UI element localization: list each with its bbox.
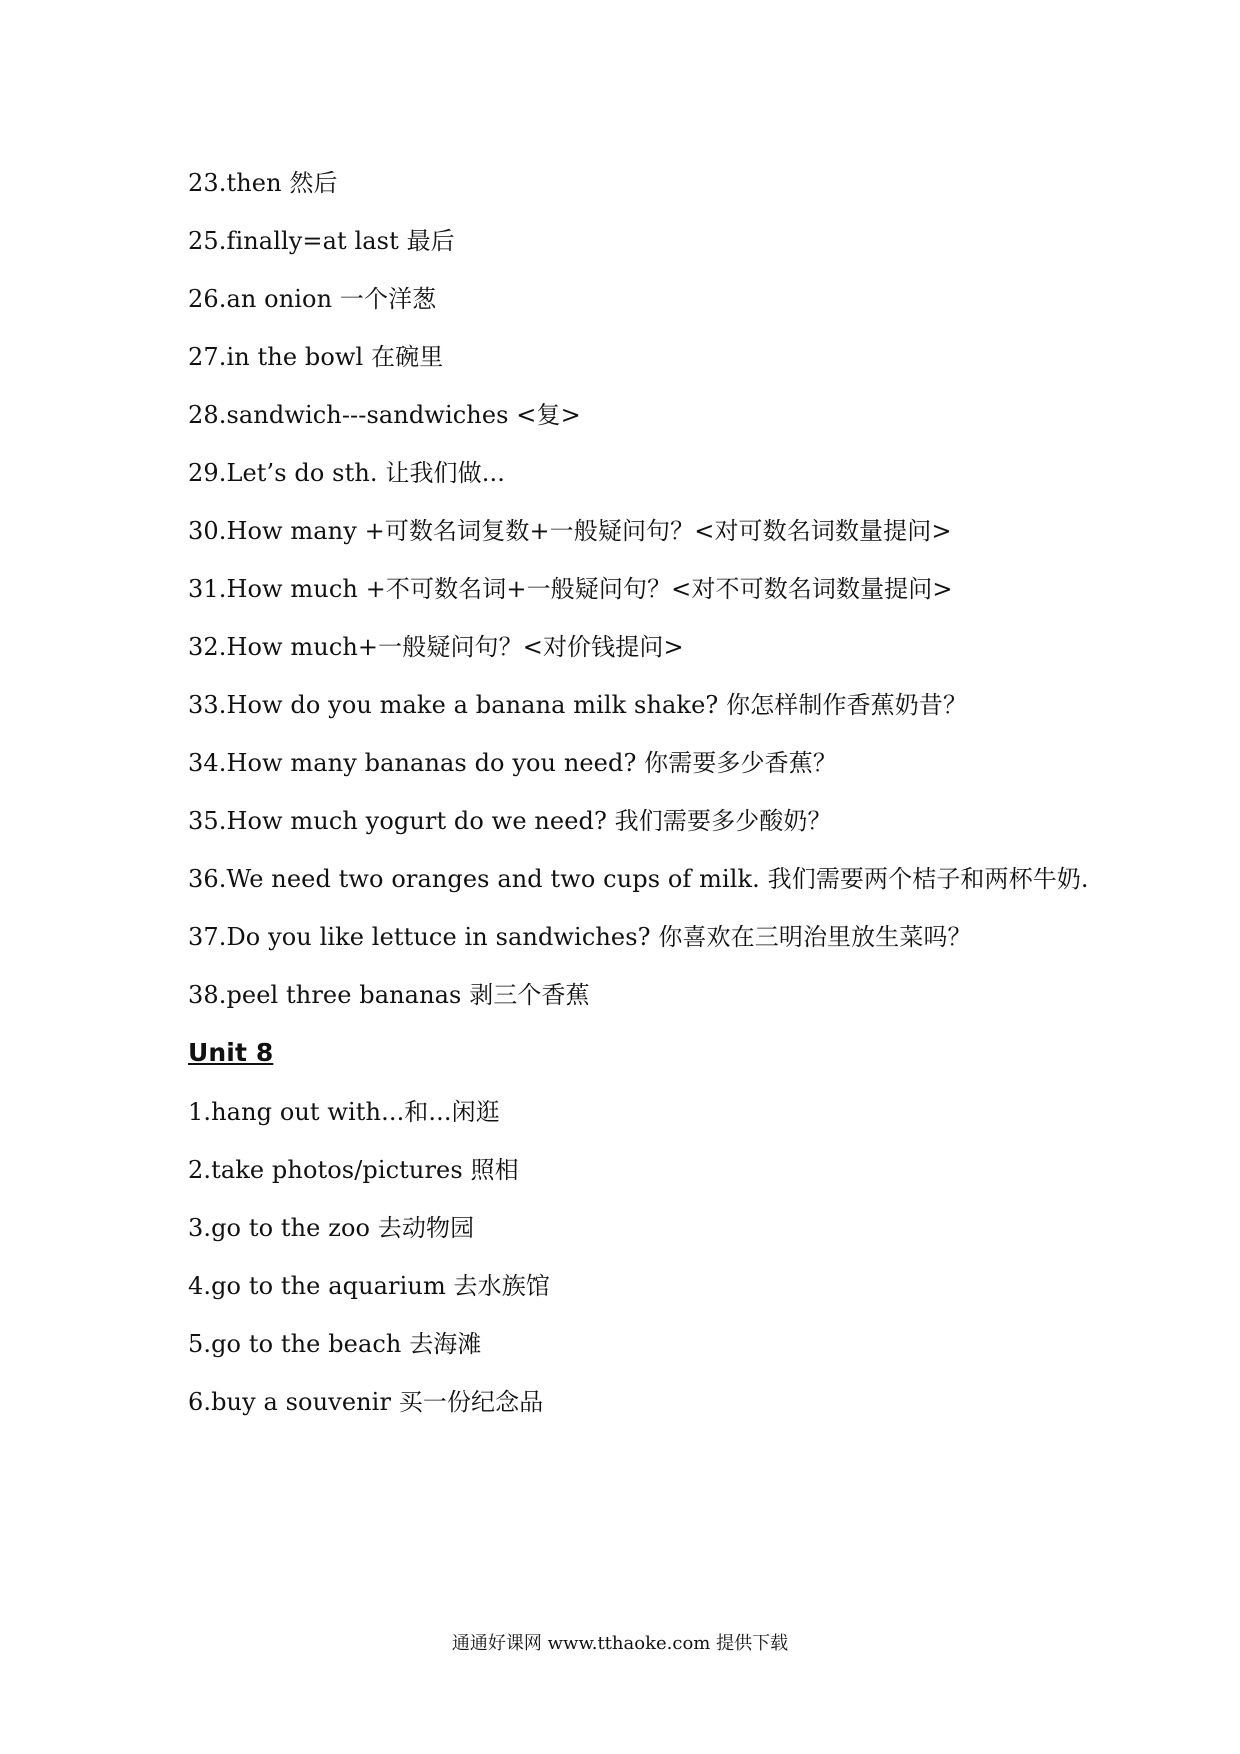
vocab-entry-37: 37.Do you like lettuce in sandwiches? 你喜欢在三明治里放生菜吗？	[188, 923, 972, 951]
vocab-entry-34: 34.How many bananas do you need? 你需要多少香蕉？	[188, 749, 837, 777]
vocab-entry-23: 23.then 然后	[188, 169, 338, 197]
unit-entry-3: 3.go to the zoo 去动物园	[188, 1214, 475, 1242]
vocab-entry-38: 38.peel three bananas 剥三个香蕉	[188, 981, 590, 1009]
vocab-entry-27: 27.in the bowl 在碗里	[188, 343, 444, 371]
vocab-entry-26: 26.an onion 一个洋葱	[188, 285, 437, 313]
unit-entry-2: 2.take photos/pictures 照相	[188, 1156, 519, 1184]
vocab-entry-30: 30.How many +可数名词复数+一般疑问句？<对可数名词数量提问>	[188, 517, 952, 545]
vocab-entry-25: 25.finally=at last 最后	[188, 227, 455, 255]
unit-entry-1: 1.hang out with...和...闲逛	[188, 1098, 500, 1126]
unit-entry-5: 5.go to the beach 去海滩	[188, 1330, 482, 1358]
unit-heading: Unit 8	[188, 1038, 274, 1067]
page-footer: 通通好课网 www.tthaoke.com 提供下载	[451, 1633, 789, 1654]
vocab-entry-35: 35.How much yogurt do we need? 我们需要多少酸奶？	[188, 807, 832, 835]
vocab-entry-36: 36.We need two oranges and two cups of milk. 我们需要两个桔子和两杯牛奶.	[188, 865, 1089, 893]
vocab-entry-32: 32.How much+一般疑问句？<对价钱提问>	[188, 633, 684, 661]
vocab-entry-31: 31.How much +不可数名词+一般疑问句？<对不可数名词数量提问>	[188, 575, 953, 603]
unit-entry-6: 6.buy a souvenir 买一份纪念品	[188, 1388, 544, 1416]
unit-entry-4: 4.go to the aquarium 去水族馆	[188, 1272, 550, 1300]
vocab-entry-28: 28.sandwich---sandwiches <复>	[188, 401, 581, 429]
vocab-entry-29: 29.Let’s do sth. 让我们做...	[188, 459, 505, 487]
vocab-entry-33: 33.How do you make a banana milk shake? 你怎样制作香蕉奶昔？	[188, 691, 968, 719]
